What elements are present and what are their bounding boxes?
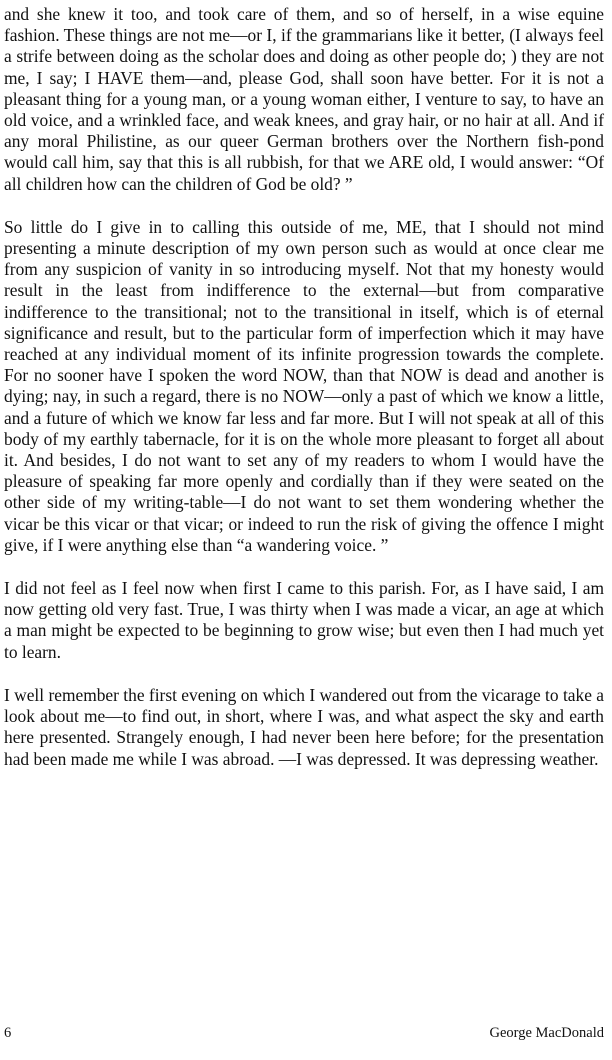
paragraph-2: So little do I give in to calling this outside of me, ME, that I should not mind presenting a minute description of my own person such as would at once clear me from any suspicion of vanity in so introducing myself. Not that my honesty would result in the least from indifference to the external—but from comparative indifference to the transitional; not to the transitional in itself, which is of eternal significance and result, but to the particular form of imperfection which it may have reached at any individual moment of its infinite progression towards the complete. For no sooner have I spoken the word NOW, than that NOW is dead and another is dying; nay, in such a regard, there is no NOW—only a past of which we know a little, and a future of which we know far less and far more. But I will not speak at all of this body of my earthly tabernacle, for it is on the whole more pleasant to forget all about it. And besides, I do not want to set any of my readers to whom I would have the pleasure of speaking far more openly and cordially than if they were seated on the other side of my writing-table—I do not want to set them wondering whether the vicar be this vicar or that vicar; or indeed to run the risk of giving the offence I might give, if I were anything else than “a wandering voice. ”: [4, 216, 604, 555]
paragraph-4: I well remember the first evening on which I wandered out from the vicarage to take a look about me—to find out, in short, where I was, and what aspect the sky and earth here presented. Strangely enough, I had never been here before; for the presentation had been made me while I was abroad. —I was depressed. It was depressing weather.: [4, 684, 604, 769]
paragraph-gap: [4, 195, 604, 217]
page-number: 6: [4, 1025, 12, 1041]
paragraph-3: I did not feel as I feel now when first I came to this parish. For, as I have said, I am now getting old very fast. True, I was thirty when I was made a vicar, an age at which a man might be expected to be beginning to grow wise; but even then I had much yet to learn.: [4, 578, 604, 662]
paragraph-1: and she knew it too, and took care of them, and so of herself, in a wise equine fashion. These things are not me—or I, if the grammarians like it better, (I always feel a strife between doing as the scholar does and doing as other people do; ) they are not me, I say; I HAVE them—and, please God, shall soon have better. For it is not a pleasant thing for a young man, or a young woman either, I venture to say, to have an old voice, and a wrinkled face, and weak knees, and gray hair, or no hair at all. And if any moral Philistine, as our queer German brothers over the Northern fish-pond would call him, say that this is all rubbish, for that we ARE old, I would answer: “Of all children how can the children of God be old? ”: [4, 4, 604, 194]
paragraph-gap: [4, 556, 604, 578]
paragraph-gap: [4, 663, 604, 685]
running-footer-author: George MacDonald: [489, 1025, 604, 1041]
body-text: [4, 4, 604, 770]
page-footer: [4, 1025, 604, 1042]
